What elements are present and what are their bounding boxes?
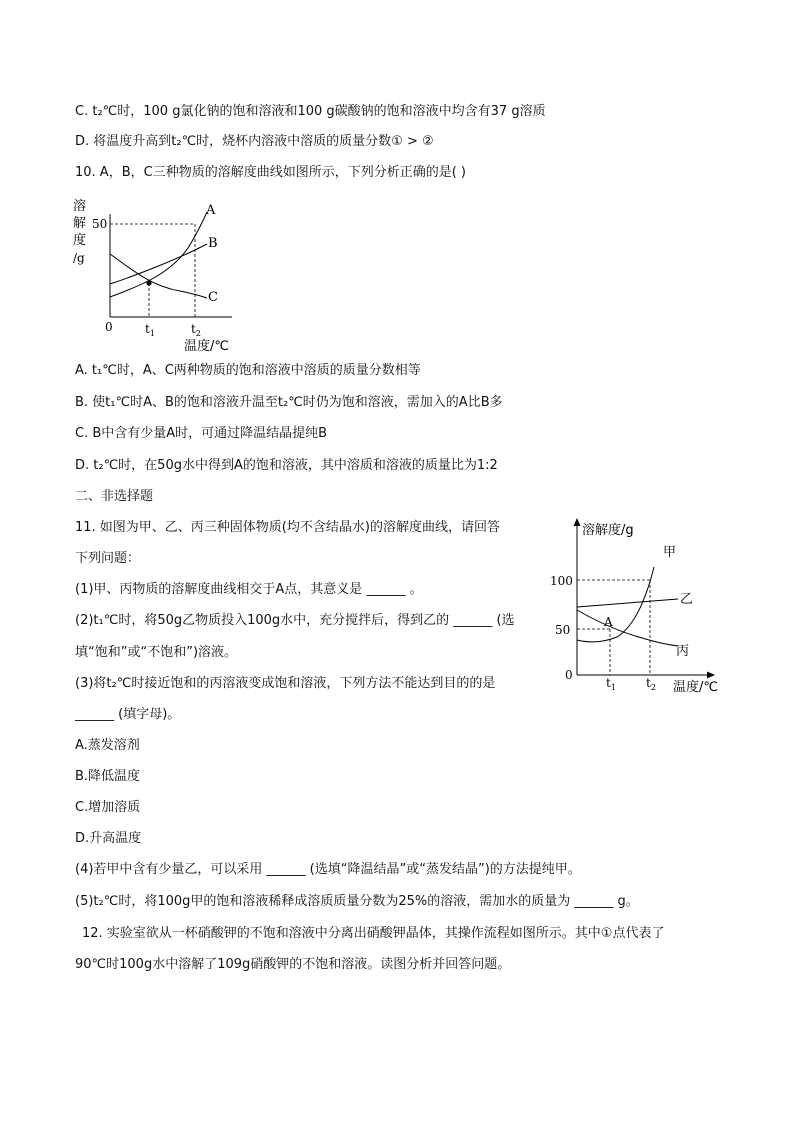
q11-y-tick-50: 50: [555, 623, 571, 637]
q10-ylabel-3: 度: [73, 233, 87, 248]
q11-curve-jia: [577, 567, 654, 642]
q11-part3-line1: (3)将t₂℃时接近饱和的丙溶液变成饱和溶液，下列方法不能达到目的的是: [75, 676, 496, 691]
q10-option-a: A. t₁℃时，A、C两种物质的饱和溶液中溶质的质量分数相等: [75, 363, 421, 378]
q11-point-a-label: A: [604, 615, 613, 629]
q11-part5: (5)t₂℃时，将100g甲的饱和溶液稀释成溶质质量分数为25%的溶液，需加水的质量为 ______ g。: [75, 894, 639, 909]
q9-option-c: C. t₂℃时，100 g氯化钠的饱和溶液和100 g碳酸钠的饱和溶液中均含有37 g溶质: [75, 104, 546, 119]
q12-line1: 12. 实验室欲从一杯硝酸钾的不饱和溶液中分离出硝酸钾晶体，其操作流程如图所示。其中①点代表了: [82, 926, 665, 941]
q11-option-d: D.升高温度: [75, 831, 142, 846]
q10-t1-label: $t_1$: [145, 322, 155, 338]
q11-part2-line1: (2)t₁℃时，将50g乙物质投入100g水中，充分搅拌后，得到乙的 ______ (选: [75, 613, 515, 628]
q11-x-axis-label: 温度/℃: [673, 680, 718, 695]
q11-part2-line2: 填“饱和”或“不饱和”)溶液。: [75, 645, 238, 660]
q11-curve-yi: [577, 599, 678, 607]
q11-t1-label: $t_1$: [606, 676, 616, 692]
q10-origin: 0: [105, 320, 113, 334]
q11-option-a: A.蒸发溶剂: [75, 738, 140, 753]
q10-option-b: B. 使t₁℃时A、B的饱和溶液升温至t₂℃时仍为饱和溶液，需加入的A比B多: [75, 395, 503, 410]
q10-ylabel-1: 溶: [73, 199, 87, 214]
q10-ylabel-2: 解: [73, 216, 87, 231]
q11-option-c: C.增加溶质: [75, 800, 141, 815]
q11-curve-bing-label: 丙: [676, 644, 690, 659]
q11-y-axis-arrow: [574, 518, 581, 526]
q10-curve-a-label: A: [206, 203, 216, 218]
q10-stem: 10. A，B，C三种物质的溶解度曲线如图所示，下列分析正确的是( ): [75, 165, 466, 180]
q11-part3-line2: ______ (填字母)。: [75, 707, 181, 722]
q10-ylabel-4: /g: [73, 251, 85, 265]
q11-origin: 0: [565, 668, 573, 682]
q11-curve-jia-label: 甲: [663, 545, 677, 560]
q11-solubility-chart: [542, 515, 732, 700]
section-heading-non-choice: 二、非选择题: [75, 489, 154, 504]
q11-t2-label: $t_2$: [646, 676, 656, 692]
q11-y-tick-100: 100: [550, 574, 573, 588]
q11-part1: (1)甲、丙物质的溶解度曲线相交于A点，其意义是 ______ 。: [75, 582, 423, 597]
q10-option-d: D. t₂℃时，在50g水中得到A的饱和溶液，其中溶质和溶液的质量比为1:2: [75, 458, 498, 473]
q11-option-b: B.降低温度: [75, 769, 141, 784]
q11-curve-yi-label: 乙: [680, 592, 694, 607]
q10-y-tick-50: 50: [92, 217, 108, 231]
q11-stem-line1: 11. 如图为甲、乙、丙三种固体物质(均不含结晶水)的溶解度曲线，请回答: [75, 520, 500, 535]
q10-curve-c-label: C: [208, 290, 218, 305]
q10-t2-label: $t_2$: [191, 322, 201, 338]
q11-x-axis-arrow: [707, 672, 715, 679]
q11-part4: (4)若甲中含有少量乙，可以采用 ______ (选填“降温结晶”或“蒸发结晶”)的方法提纯甲。: [75, 862, 581, 877]
q9-option-d: D. 将温度升高到t₂℃时，烧杯内溶液中溶质的质量分数① > ②: [75, 134, 434, 149]
q10-intersection-point: [146, 280, 151, 285]
q11-y-axis-label: 溶解度/g: [582, 523, 634, 538]
q12-line2: 90℃时100g水中溶解了109g硝酸钾的不饱和溶液。读图分析并回答问题。: [75, 957, 511, 972]
q10-option-c: C. B中含有少量A时，可通过降温结晶提纯B: [75, 426, 328, 441]
q10-x-axis-label: 温度/℃: [184, 339, 229, 354]
q10-curve-b-label: B: [208, 236, 218, 251]
q11-stem-line2: 下列问题：: [75, 551, 141, 566]
q10-solubility-chart: [70, 194, 240, 354]
